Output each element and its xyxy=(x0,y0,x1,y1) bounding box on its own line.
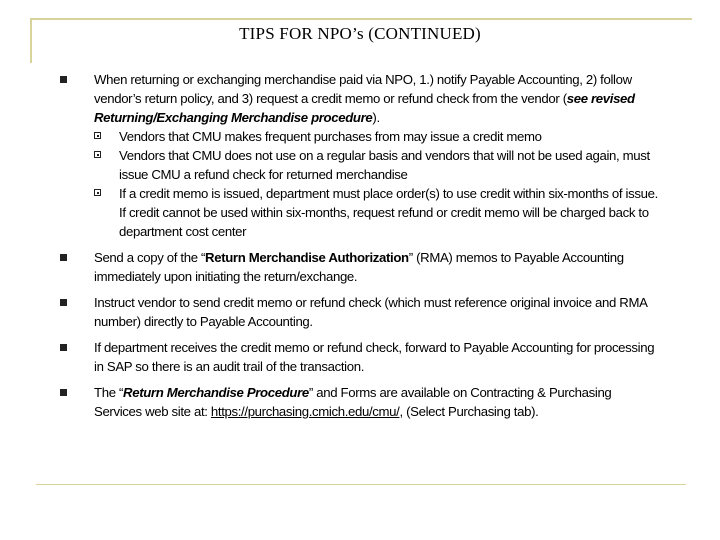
bullet-text: Instruct vendor to send credit memo or refund check (which must reference original invoice and RMA number) directly to Payable Accounting. xyxy=(94,295,647,329)
hollow-square-bullet-icon xyxy=(94,151,101,158)
square-bullet-icon xyxy=(60,389,67,396)
bullet-text-end: , (Select Purchasing tab). xyxy=(399,404,539,419)
bullet-text: If department receives the credit memo or refund check, forward to Payable Accounting for processing in SAP so there is an audit trail of the transaction. xyxy=(94,340,655,374)
bullet-returning-merchandise xyxy=(60,70,660,241)
sub-bullet-item xyxy=(94,127,660,146)
square-bullet-icon xyxy=(60,299,67,306)
slide-title: TIPS FOR NPO’s (CONTINUED) xyxy=(239,24,481,43)
bullet-text-middle: ” and Forms are available on Contracting & Purchasing Services web site at: xyxy=(94,385,612,419)
hollow-square-bullet-icon xyxy=(94,189,101,196)
bullet-instruct-vendor xyxy=(60,293,660,331)
slide-content xyxy=(60,70,660,428)
slide-frame-bottom xyxy=(36,484,686,485)
bullet-rma-memo xyxy=(60,248,660,286)
purchasing-website-link[interactable]: https://purchasing.cmich.edu/cmu/ xyxy=(210,404,400,419)
hollow-square-bullet-icon xyxy=(94,132,101,139)
sub-bullet-text: If a credit memo is issued, department must place order(s) to use credit within six-months of issue. If credit cannot be used within six-months, request refund or credit memo will be charged back to department cost center xyxy=(119,186,658,239)
slide-frame-top xyxy=(30,18,692,20)
bullet-text-end: ). xyxy=(372,110,380,125)
bullet-text: When returning or exchanging merchandise paid via NPO, 1.) notify Payable Accounting, 2) follow vendor’s return policy, and 3) request a credit memo or refund check from the vendor ( xyxy=(94,72,632,106)
sub-bullet-item xyxy=(94,146,660,184)
bullet-department-receives xyxy=(60,338,660,376)
bullet-text: Send a copy of the “ xyxy=(94,250,206,265)
square-bullet-icon xyxy=(60,344,67,351)
procedure-reference: see revised Returning/Exchanging Merchandise procedure xyxy=(94,91,635,125)
bullet-text-end: ” (RMA) memos to Payable Accounting immediately upon initiating the return/exchange. xyxy=(94,250,624,284)
square-bullet-icon xyxy=(60,254,67,261)
bullet-procedure-forms xyxy=(60,383,660,421)
sub-bullet-text: Vendors that CMU makes frequent purchases from may issue a credit memo xyxy=(119,129,542,144)
procedure-name: Return Merchandise Procedure xyxy=(123,385,309,400)
square-bullet-icon xyxy=(60,76,67,83)
sub-bullet-list xyxy=(94,127,660,241)
sub-bullet-item xyxy=(94,184,660,241)
rma-title: Return Merchandise Authorization xyxy=(205,250,409,265)
sub-bullet-text: Vendors that CMU does not use on a regular basis and vendors that will not be used again, must issue CMU a refund check for returned merchandise xyxy=(119,148,650,182)
bullet-text: The “ xyxy=(94,385,124,400)
